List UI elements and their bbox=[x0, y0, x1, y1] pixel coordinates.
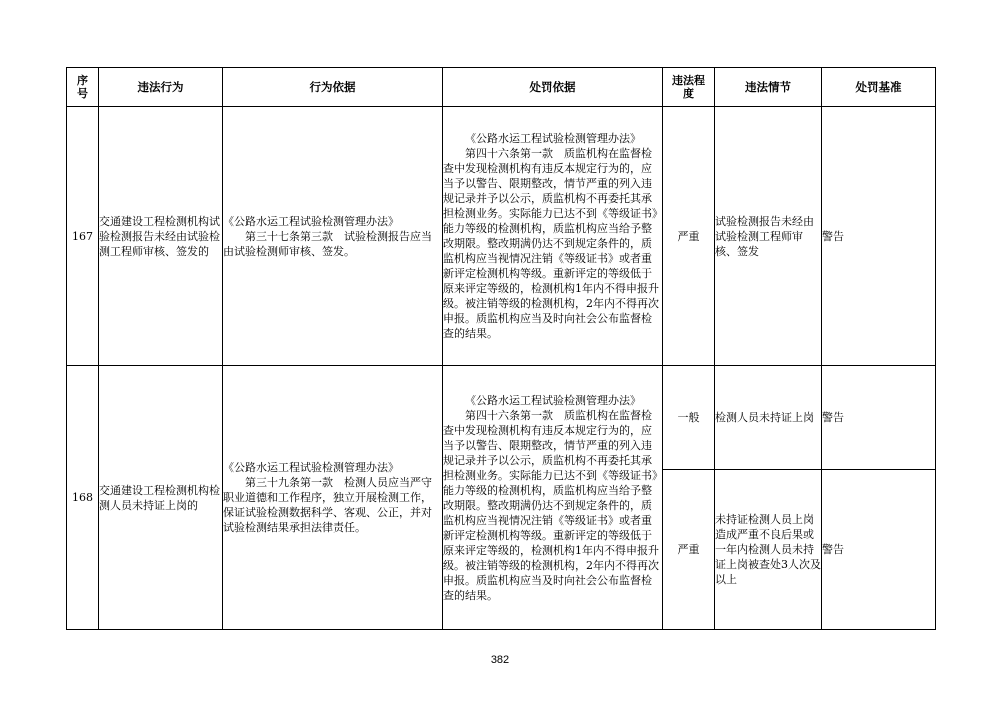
row-seq: 168 bbox=[67, 366, 99, 630]
row-std: 警告 bbox=[822, 107, 936, 366]
basis-law: 《公路水运工程试验检测管理办法》 bbox=[223, 461, 399, 474]
penalty-law: 《公路水运工程试验检测管理办法》 bbox=[465, 132, 641, 145]
penalty-clause: 第四十六条第一款 质监机构在监督检查中发现检测机构有违反本规定行为的，应当予以警告、限期整改，情节严重的列入违规记录并予以公示，质监机构不再委托其承担检测业务。实际能力已达不到《等级证书》能力等级的检测机构，质监机构应当给予整改期限。整改期满仍达不到规定条件的，质监机构应当视情况注销《等级证书》或者重新评定检测机构等级。重新评定的等级低于原来评定等级的，检测机构1年内不得申报升级。被注销等级的检测机构，2年内不得再次申报。质监机构应当及时向社会公布监督检查的结果。 bbox=[443, 147, 659, 340]
row-circ: 试验检测报告未经由试验检测工程师审核、签发 bbox=[715, 107, 822, 366]
row-penalty bbox=[443, 107, 663, 366]
row-circ: 检测人员未持证上岗 bbox=[715, 366, 822, 470]
basis-clause: 第三十九条第一款 检测人员应当严守职业道德和工作程序，独立开展检测工作，保证试验检测数据科学、客观、公正，并对试验检测结果承担法律责任。 bbox=[223, 476, 432, 534]
row-basis bbox=[223, 366, 443, 630]
header-act: 违法行为 bbox=[99, 68, 223, 107]
row-degree: 严重 bbox=[663, 470, 715, 630]
row-degree: 严重 bbox=[663, 107, 715, 366]
row-act: 交通建设工程检测机构试验检测报告未经由试验检测工程师审核、签发的 bbox=[99, 107, 223, 366]
basis-law: 《公路水运工程试验检测管理办法》 bbox=[223, 214, 399, 228]
page-number: 382 bbox=[490, 654, 510, 666]
penalty-law: 《公路水运工程试验检测管理办法》 bbox=[465, 393, 641, 407]
basis-clause: 第三十七条第三款 试验检测报告应当由试验检测师审核、签发。 bbox=[223, 229, 432, 258]
header-basis: 行为依据 bbox=[223, 68, 443, 107]
penalty-table bbox=[66, 67, 936, 630]
row-degree: 一般 bbox=[663, 366, 715, 470]
header-seq: 序号 bbox=[67, 68, 99, 107]
row-basis bbox=[223, 107, 443, 366]
row-std: 警告 bbox=[822, 366, 936, 470]
row-std: 警告 bbox=[822, 470, 936, 630]
header-degree: 违法程度 bbox=[663, 68, 715, 107]
header-row bbox=[67, 68, 936, 107]
row-act: 交通建设工程检测机构检测人员未持证上岗的 bbox=[99, 366, 223, 630]
header-std: 处罚基准 bbox=[822, 68, 936, 107]
penalty-clause: 第四十六条第一款 质监机构在监督检查中发现检测机构有违反本规定行为的，应当予以警告、限期整改，情节严重的列入违规记录并予以公示，质监机构不再委托其承担检测业务。实际能力已达不到《等级证书》能力等级的检测机构，质监机构应当给予整改期限。整改期满仍达不到规定条件的，质监机构应当视情况注销《等级证书》或者重新评定检测机构等级。重新评定的等级低于原来评定等级的，检测机构1年内不得申报升级。被注销等级的检测机构，2年内不得再次申报。质监机构应当及时向社会公布监督检查的结果。 bbox=[443, 408, 659, 602]
row-penalty bbox=[443, 366, 663, 630]
row-seq: 167 bbox=[67, 107, 99, 366]
table-row bbox=[67, 366, 936, 470]
row-circ: 未持证检测人员上岗造成严重不良后果或一年内检测人员未持证上岗被查处3人次及以上 bbox=[715, 470, 822, 630]
header-circ: 违法情节 bbox=[715, 68, 822, 107]
header-penalty: 处罚依据 bbox=[443, 68, 663, 107]
table-row bbox=[67, 107, 936, 366]
